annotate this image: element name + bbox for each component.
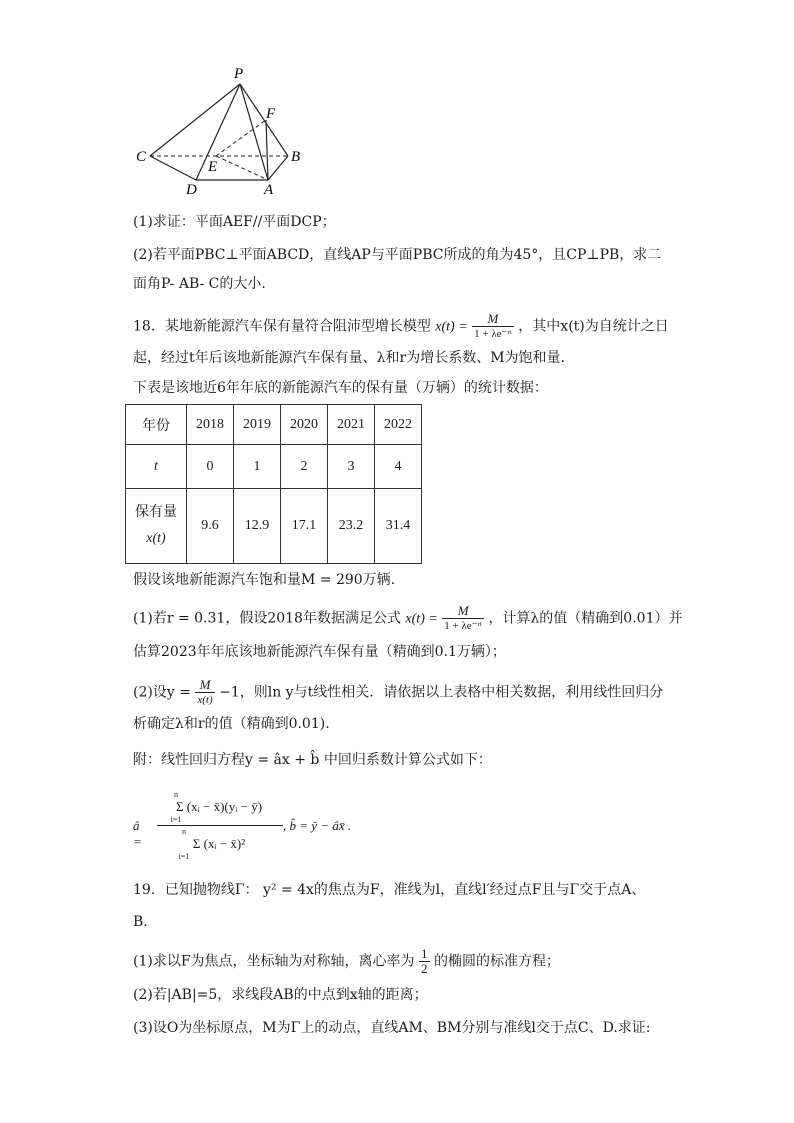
edge-AB <box>268 156 288 180</box>
q19-part1-text-b: 的椭圆的标准方程； <box>433 953 560 970</box>
q17-part2-line1: (2)若平面PBC⊥平面ABCD，直线AP与平面PBC所成的角为45°，且CP⊥PB，求二 <box>133 247 662 263</box>
sum-upper-limit: n <box>174 790 178 799</box>
table-cell: 2021 <box>328 405 375 445</box>
fraction-bar <box>157 825 283 826</box>
numerator-expression: Σ (xᵢ − x̄)(yᵢ − ȳ) <box>175 799 263 814</box>
formula-denominator: 1 + λe⁻ʳᵗ <box>474 328 512 340</box>
table-row-count <box>126 489 422 564</box>
table-cell: 0 <box>187 445 234 489</box>
edge-AF <box>266 120 268 180</box>
edge-PC <box>150 84 240 156</box>
q19-part1-text-a: (1)求以F为焦点，坐标轴为对称轴，离心率为 <box>133 953 415 970</box>
q18-intro-line3: 下表是该地近6年年底的新能源汽车的保有量（万辆）的统计数据： <box>133 380 548 396</box>
regression-denominator <box>169 827 269 861</box>
q18-assumption: 假设该地新能源汽车饱和量M = 290万辆. <box>133 572 396 588</box>
table-cell: 4 <box>375 445 422 489</box>
q18-part2-text-a: (2)设y = <box>133 684 191 701</box>
table-cell: 2020 <box>281 405 328 445</box>
table-cell: 2018 <box>187 405 234 445</box>
q18-intro-line2: 起，经过t年后该地新能源汽车保有量、λ和r为增长系数、M为饱和量. <box>133 350 565 366</box>
edge-PD <box>196 84 240 180</box>
table-header-label: 保有量 <box>135 505 177 520</box>
edge-EF <box>216 120 266 156</box>
b-hat-expression: , b̂ = ȳ − âx̄ . <box>283 818 352 833</box>
sum-lower-limit: i=1 <box>178 852 190 861</box>
q18-part1-text-a: (1)若r = 0.31，假设2018年数据满足公式 <box>133 610 401 627</box>
logistic-formula-fraction <box>442 604 484 633</box>
q19-part2: (2)若|AB|=5，求线段AB的中点到x轴的距离； <box>133 987 428 1003</box>
label-E: E <box>208 159 218 175</box>
q18-intro-text-b: ，其中x(t)为自统计之日 <box>518 318 669 335</box>
eccentricity-fraction <box>419 947 430 976</box>
q19-intro-line2: B. <box>133 914 148 930</box>
denominator-expression: Σ (xᵢ − x̄)² <box>192 836 246 851</box>
q19-intro-line1: 19．已知抛物线Γ： y² = 4x的焦点为F，准线为l，直线l′经过点F且与Γ交于点A、 <box>133 882 646 898</box>
edge-PB <box>240 84 288 156</box>
statistics-table <box>125 404 422 564</box>
pyramid-figure <box>128 62 318 202</box>
table-row-year <box>126 405 422 445</box>
q18-part2-line2: 析确定λ和r的值（精确到0.01). <box>133 716 330 732</box>
table-cell: 31.4 <box>375 489 422 564</box>
eccentricity-numerator: 1 <box>421 946 428 961</box>
formula-lhs: x(t) = <box>405 611 438 627</box>
formula-numerator: M <box>457 603 469 618</box>
table-cell: 1 <box>234 445 281 489</box>
sum-upper-limit: n <box>182 827 186 836</box>
formula-denominator: 1 + λe⁻ʳᵗ <box>444 620 482 632</box>
sum-lower-limit: i=1 <box>170 815 182 824</box>
ratio-fraction <box>195 678 214 707</box>
label-A: A <box>264 182 274 198</box>
ratio-denominator: x(t) <box>197 694 213 706</box>
label-D: D <box>186 182 197 198</box>
table-header-cell: t <box>126 445 187 489</box>
formula-lhs: x(t) = <box>435 319 468 335</box>
table-cell: 3 <box>328 445 375 489</box>
table-cell: 2019 <box>234 405 281 445</box>
a-hat-label: â = <box>133 818 142 849</box>
table-header-cell: 年份 <box>126 405 187 445</box>
table-cell: 2022 <box>375 405 422 445</box>
table-cell: 2 <box>281 445 328 489</box>
label-B: B <box>291 149 301 165</box>
formula-numerator: M <box>487 311 499 326</box>
table-header-cell <box>126 489 187 564</box>
label-F: F <box>266 106 276 122</box>
edge-EA <box>216 156 268 180</box>
logistic-formula-fraction <box>472 312 514 341</box>
table-cell: 23.2 <box>328 489 375 564</box>
ratio-numerator: M <box>199 677 211 692</box>
q18-intro-line1 <box>133 312 669 341</box>
q18-part1-text-b: ，计算λ的值（精确到0.01）并 <box>488 610 683 627</box>
q18-part2-text-b: −1，则ln y与t线性相关．请依据以上表格中相关数据，利用线性回归分 <box>219 684 664 701</box>
table-cell: 12.9 <box>234 489 281 564</box>
q18-part2-line1 <box>133 678 663 707</box>
q18-part1-line1 <box>133 604 682 633</box>
table-header-label-var: x(t) <box>146 531 166 546</box>
edge-CD <box>150 156 196 180</box>
table-cell: 17.1 <box>281 489 328 564</box>
eccentricity-denominator: 2 <box>421 961 428 976</box>
q17-part1: (1)求证：平面AEF//平面DCP； <box>133 214 336 230</box>
edge-PA <box>240 84 268 180</box>
label-C: C <box>136 149 147 165</box>
q18-part1-line2: 估算2023年年底该地新能源汽车保有量（精确到0.1万辆）； <box>133 644 506 660</box>
label-P: P <box>234 66 244 82</box>
q18-intro-text-a: 18．某地新能源汽车保有量符合阻沛型增长模型 <box>133 318 431 335</box>
q19-part3: (3)设O为坐标原点，M为Γ上的动点，直线AM、BM分别与准线l交于点C、D.求证: <box>133 1020 651 1036</box>
q18-note: 附：线性回归方程y = âx + b̂ 中回归系数计算公式如下： <box>133 752 492 768</box>
table-cell: 9.6 <box>187 489 234 564</box>
q19-part1 <box>133 947 560 976</box>
q17-part2-line2: 面角P- AB- C的大小. <box>133 276 266 292</box>
table-row-t <box>126 445 422 489</box>
regression-numerator <box>159 790 279 824</box>
